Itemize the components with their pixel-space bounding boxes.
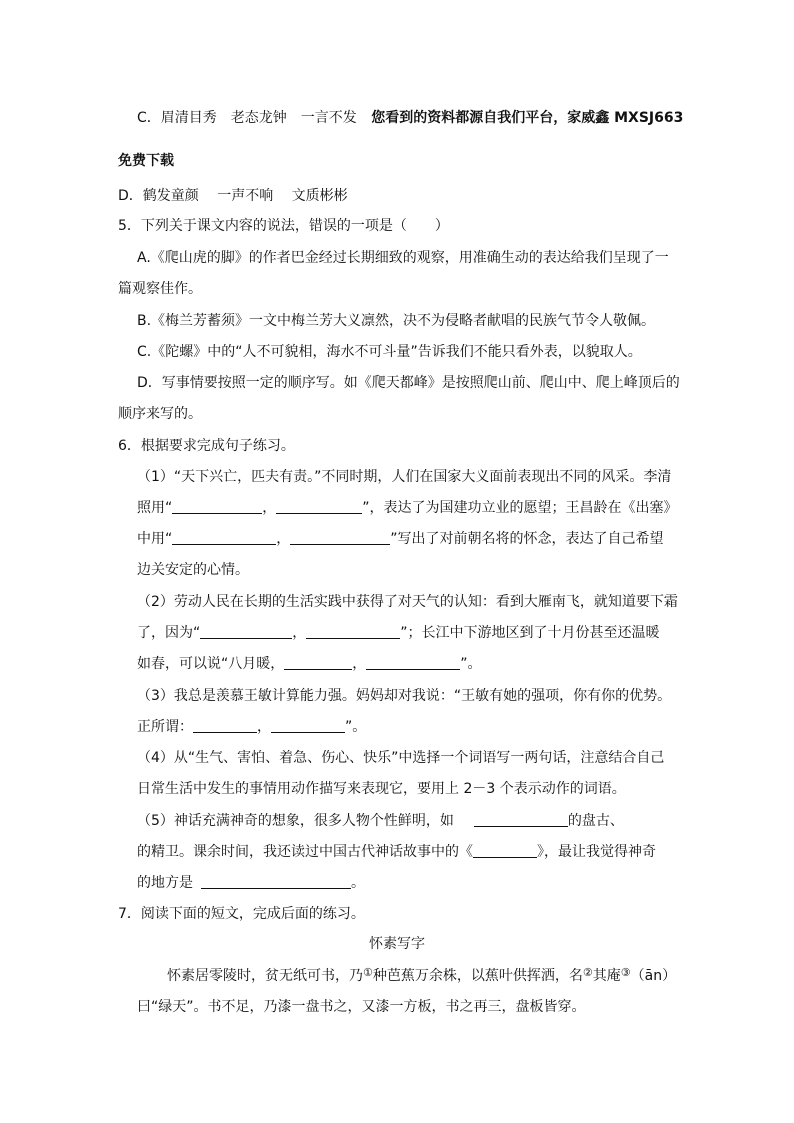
q6-item5-text-e: 的地方是 (137, 875, 193, 891)
option-c-text: C．眉清目秀 老态龙钟 一言不发 (137, 110, 357, 126)
q6-item1-line3 (137, 529, 664, 549)
answer-blank[interactable] (193, 718, 257, 733)
q6-item3-text-b: ， (257, 719, 271, 735)
q6-item5-line2 (137, 842, 656, 862)
watermark-continuation: 免费下载 (118, 153, 174, 169)
q6-item5-text-c: 的精卫。课余时间，我还读过中国古代神话故事中的《 (137, 844, 473, 860)
q6-item1-line1: （1）“天下兴亡，匹夫有责。”不同时期，人们在国家大义面前表现出不同的风采。李清 (137, 469, 672, 485)
q6-item1-text-f: ”写出了对前朝名将的怀念，表达了自己希望 (390, 531, 664, 547)
answer-blank[interactable] (172, 530, 276, 545)
option-d: D．鹤发童颜 一声不响 文质彬彬 (118, 188, 348, 204)
q6-item5-text-a: （5）神话充满神奇的想象，很多人物个性鲜明，如 (137, 813, 454, 829)
q6-item2-text-b: ， (292, 625, 307, 641)
answer-blank[interactable] (276, 499, 362, 514)
footnote-marker-3: ③ (620, 966, 631, 979)
footnote-marker-1: ① (363, 966, 373, 979)
q6-item2-text-e: ， (352, 656, 367, 672)
q5-option-d-line2: 顺序来写的。 (118, 406, 202, 422)
q6-item1-text-d: 中用“ (137, 531, 173, 547)
passage-line1 (167, 966, 676, 986)
q6-item1-text-b: ， (262, 500, 277, 516)
q6-item2-line2 (137, 623, 660, 643)
q6-item3-text-a: 正所谓： (137, 719, 193, 735)
footnote-marker-2: ② (582, 966, 593, 979)
q6-item3-text-c: ”。 (345, 719, 367, 735)
q6-item1-text-e: ， (276, 531, 291, 547)
answer-blank[interactable] (172, 499, 262, 514)
question-7-stem: 7．阅读下面的短文，完成后面的练习。 (118, 906, 365, 922)
q6-item1-line4: 边关安定的心情。 (137, 562, 249, 578)
answer-blank[interactable] (474, 812, 568, 827)
q6-item5-line3 (137, 873, 365, 893)
q6-item1-text-c: ”，表达了为国建功立业的愿望；王昌龄在《出塞》 (362, 500, 678, 516)
q6-item2-text-d: 如春，可以说“八月暖， (137, 656, 285, 672)
q6-item4-line1: （4）从“生气、害怕、着急、伤心、快乐”中选择一个词语写一两句话，注意结合自己 (137, 750, 665, 766)
q5-option-d-line1: D．写事情要按照一定的顺序写。如《爬天都峰》是按照爬山前、爬山中、爬上峰顶后的 (137, 375, 680, 391)
passage-line2: 曰“绿天”。书不足，乃漆一盘书之，又漆一方板，书之再三，盘板皆穿。 (137, 999, 586, 1015)
q5-option-c: C.《陀螺》中的“人不可貌相，海水不可斗量”告诉我们不能只看外表，以貌取人。 (137, 344, 642, 360)
q6-item2-line3 (137, 654, 482, 674)
passage-title: 怀素写字 (369, 936, 425, 952)
question-6-stem: 6．根据要求完成句子练习。 (118, 438, 295, 454)
q6-item2-text-f: ”。 (460, 656, 482, 672)
answer-blank[interactable] (473, 843, 537, 858)
q6-item3-line2 (137, 717, 366, 737)
answer-blank[interactable] (366, 655, 460, 670)
q5-option-a-line2: 篇观察佳作。 (118, 281, 202, 297)
option-c (137, 108, 683, 128)
answer-blank[interactable] (271, 718, 345, 733)
q6-item2-line1: （2）劳动人民在长期的生活实践中获得了对天气的认知：看到大雁南飞，就知道要下霜 (137, 594, 678, 610)
q6-item1-text-a: 照用“ (137, 500, 173, 516)
answer-blank[interactable] (290, 530, 390, 545)
passage-text-c: 其庵 (592, 968, 621, 984)
answer-blank[interactable] (284, 655, 352, 670)
q5-option-a-line1: A.《爬山虎的脚》的作者巴金经过长期细致的观察，用准确生动的表达给我们呈现了一 (137, 250, 669, 266)
passage-text-d: （ān） (630, 968, 677, 984)
answer-blank[interactable] (306, 624, 400, 639)
answer-blank[interactable] (201, 874, 351, 889)
q5-option-b: B.《梅兰芳蓄须》一文中梅兰芳大义凛然，决不为侵略者献唱的民族气节令人敬佩。 (137, 313, 656, 329)
q6-item5-text-f: 。 (351, 875, 365, 891)
passage-text-b: 种芭蕉万余株，以蕉叶供挥洒，名 (372, 968, 583, 984)
q6-item1-line2 (137, 498, 678, 518)
q6-item5-text-d: 》，最让我觉得神奇 (537, 844, 656, 860)
q6-item2-text-a: 了，因为“ (137, 625, 201, 641)
q6-item3-line1: （3）我总是羡慕王敏计算能力强。妈妈却对我说：“王敏有她的强项，你有你的优势。 (137, 688, 672, 704)
q6-item4-line2: 日常生活中发生的事情用动作描写来表现它，要用上 2－3 个表示动作的词语。 (137, 781, 626, 797)
answer-blank[interactable] (200, 624, 292, 639)
watermark-text: 您看到的资料都源自我们平台，家威鑫 MXSJ663 (371, 110, 684, 126)
question-5-stem: 5．下列关于课文内容的说法，错误的一项是（ ） (118, 218, 449, 234)
passage-text-a: 怀素居零陵时，贫无纸可书，乃 (167, 968, 363, 984)
q6-item5-text-b: 的盘古、 (567, 813, 624, 829)
q6-item5-line1 (137, 811, 624, 831)
q6-item2-text-c: ”；长江中下游地区到了十月份甚至还温暖 (400, 625, 660, 641)
